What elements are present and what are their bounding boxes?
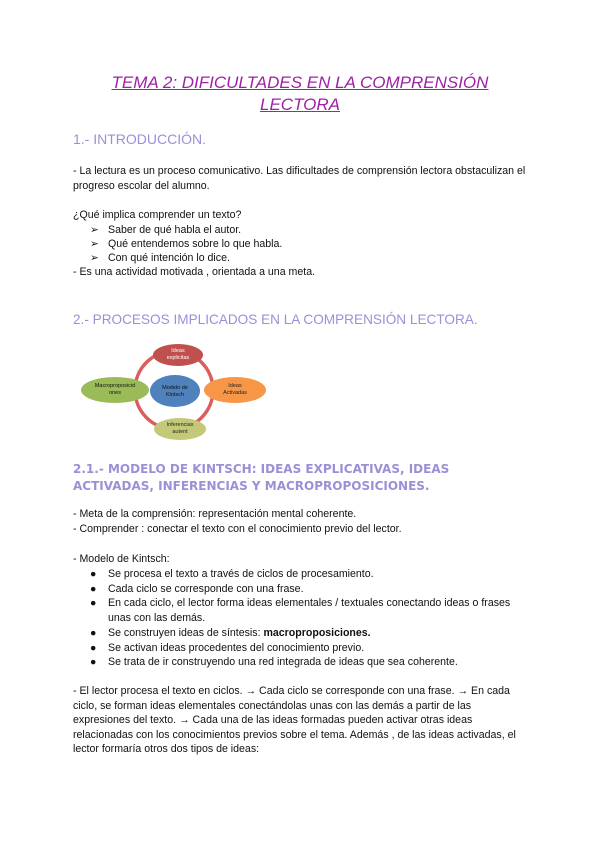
bullet-icon: ● [90,642,97,654]
page-title [60,72,540,116]
bullet-item: ● Cada ciclo se corresponde con una frase. [90,583,304,595]
bullet-icon: ● [90,656,97,668]
section-2-1-heading: 2.1.- MODELO DE KINTSCH: IDEAS EXPLICATIVAS, IDEAS ACTIVADAS, INFERENCIAS Y MACROPROPOSICIONES. [73,462,450,493]
understand-line: - Comprender : conectar el texto con el conocimiento previo del lector. [73,523,402,535]
svg-text:Macroproposicid: Macroproposicid [94,383,136,389]
bullet-icon: ● [90,583,97,595]
svg-text:autent: autent [172,429,188,435]
title-line-1: TEMA 2: DIFICULTADES EN LA COMPRENSIÓN [111,73,489,92]
bullet-item: ● Se procesa el texto a través de ciclos de procesamiento. [90,568,374,580]
svg-text:Ideas: Ideas [171,348,185,354]
svg-text:Inferencias: Inferencias [166,422,194,428]
section-2-heading: 2.- PROCESOS IMPLICADOS EN LA COMPRENSIÓN LECTORA. [73,312,478,327]
svg-text:Kintsch: Kintsch [165,392,185,398]
bullet-item: ● Se construyen ideas de síntesis: macroproposiciones. [90,627,371,639]
kintsch-diagram [78,340,278,446]
svg-text:Activadas: Activadas [223,390,247,396]
bullet-item: ● Se trata de ir construyendo una red integrada de ideas que sea coherente. [90,656,458,668]
svg-text:Ideas: Ideas [228,383,242,389]
svg-text:explicitas: explicitas [166,355,190,361]
bullet-icon: ● [90,568,97,580]
bullet-item: ● En cada ciclo, el lector forma ideas elementales / textuales conectando ideas o frases unas con las demás. [90,597,511,624]
arrow-bullet-icon: ➢ [90,238,99,250]
node-right [204,377,266,403]
section-1-heading: 1.- INTRODUCCIÓN. [73,131,206,147]
arrow-list-item: ➢ Qué entendemos sobre lo que habla. [90,238,283,250]
model-label: - Modelo de Kintsch: [73,553,170,565]
svg-text:ones: ones [109,390,121,396]
activity-line: - Es una actividad motivada , orientada a una meta. [73,266,316,278]
bullet-icon: ● [90,627,97,639]
bullet-item: ● Se activan ideas procedentes del conocimiento previo. [90,642,365,654]
macroproposiciones-term: macroproposiciones. [263,627,371,639]
arrow-list-item: ➢ Con qué intención lo dice. [90,252,230,264]
arrow-list-item: ➢ Saber de qué habla el autor. [90,224,242,236]
svg-text:Modelo de: Modelo de [162,385,188,391]
node-bottom [154,418,206,440]
bullet-icon: ● [90,597,97,609]
final-paragraph: - El lector procesa el texto en ciclos. → Cada ciclo se corresponde con una frase. → En cada ciclo, se forman ideas elementales conectándolas unas con las demás a partir de las expresiones del texto. → Cada una de las ideas formadas pueden activar otras ideas relacionadas con los conocimientos previos sobre el tema. Además , de las ideas activadas, el lector formaría otros dos tipos de ideas: [73,685,516,756]
intro-paragraph: - La lectura es un proceso comunicativo. Las dificultades de comprensión lectora obstaculizan el progreso escolar del alumno. [73,165,526,192]
arrow-bullet-icon: ➢ [90,224,99,236]
node-center [150,375,200,407]
arrow-bullet-icon: ➢ [90,252,99,264]
title-line-2: LECTORA [260,95,340,114]
node-top [153,344,203,366]
question-line: ¿Qué implica comprender un texto? [73,209,242,221]
node-left [81,377,149,403]
goal-line: - Meta de la comprensión: representación mental coherente. [73,508,357,520]
